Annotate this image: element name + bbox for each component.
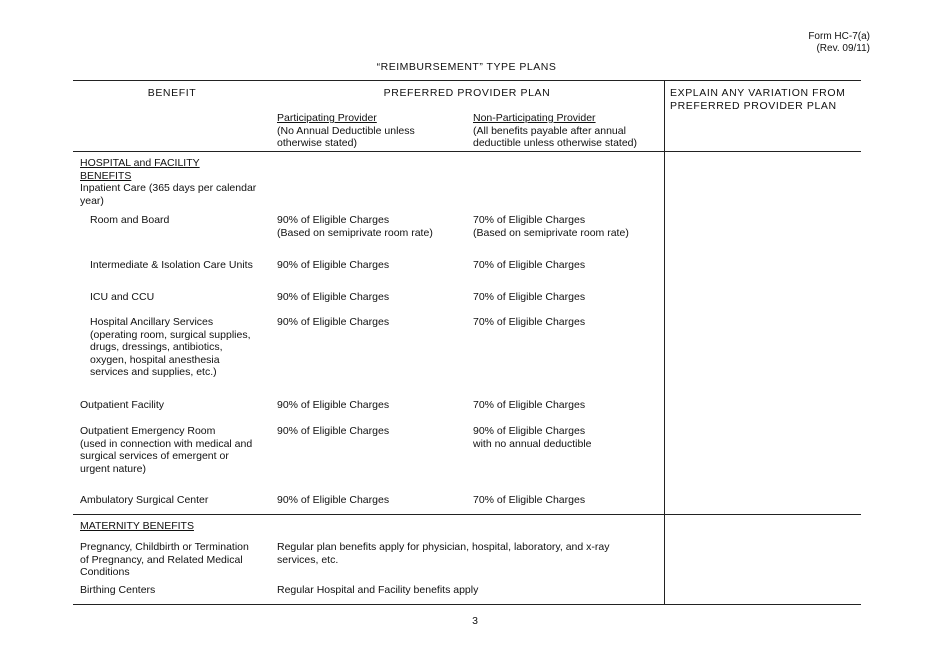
outpatient-emergency-room-label-line: (used in connection with medical and [80, 437, 253, 450]
ambulatory-surgical-center-nonparticipating [473, 494, 585, 507]
intermediate-isolation-care-nonparticipating [473, 259, 585, 272]
inpatient-line1: Inpatient Care (365 days per calendar [80, 182, 257, 194]
outpatient-emergency-room-label [80, 425, 252, 475]
header-explain-variation [670, 87, 845, 112]
hospital-ancillary-services-label-line: drugs, dressings, antibiotics, [90, 341, 223, 353]
header-benefit: BENEFIT [147, 87, 197, 99]
intermediate-isolation-care-participating-line: 90% of Eligible Charges [277, 259, 390, 271]
birthing-centers-value: Regular Hospital and Facility benefits apply [277, 584, 479, 596]
header-preferred-provider-plan: PREFERRED PROVIDER PLAN [383, 87, 551, 99]
header-explain-line1: EXPLAIN ANY VARIATION FROM [670, 87, 846, 99]
table-top-rule [73, 80, 861, 81]
intermediate-isolation-care-label [90, 259, 253, 272]
hospital-ancillary-services-label [90, 316, 251, 379]
room-and-board-participating [277, 214, 433, 239]
pregnancy-label-line3: Conditions [80, 566, 130, 578]
outpatient-emergency-room-label-line: surgical services of emergent or [80, 450, 229, 462]
icu-ccu-participating-line: 90% of Eligible Charges [277, 291, 390, 303]
ambulatory-surgical-center-label-line: Ambulatory Surgical Center [80, 494, 209, 506]
maternity-section-heading: MATERNITY BENEFITS [80, 520, 194, 532]
pregnancy-label-line1: Pregnancy, Childbirth or Termination [80, 541, 249, 553]
participating-note-line2: otherwise stated) [277, 137, 357, 149]
outpatient-facility-participating [277, 399, 389, 412]
table-bottom-rule [73, 604, 861, 605]
icu-ccu-nonparticipating [473, 291, 585, 304]
form-revision: (Rev. 09/11) [816, 43, 870, 54]
outpatient-facility-label-line: Outpatient Facility [80, 399, 165, 411]
ambulatory-surgical-center-label [80, 494, 208, 507]
icu-ccu-participating [277, 291, 389, 304]
outpatient-emergency-room-participating-line: 90% of Eligible Charges [277, 425, 390, 437]
hospital-section-line2: BENEFITS [80, 169, 132, 182]
nonparticipating-note-line1: (All benefits payable after annual [473, 124, 626, 137]
hospital-ancillary-services-nonparticipating-line: 70% of Eligible Charges [473, 316, 586, 328]
outpatient-emergency-room-participating [277, 425, 389, 438]
outpatient-emergency-room-label-line: Outpatient Emergency Room [80, 425, 216, 437]
room-and-board-participating-line: 90% of Eligible Charges [277, 214, 390, 226]
page-number: 3 [472, 615, 478, 627]
page-title: “REIMBURSEMENT” TYPE PLANS [376, 61, 557, 73]
hospital-ancillary-services-participating-line: 90% of Eligible Charges [277, 316, 390, 328]
form-identifier [808, 31, 870, 55]
outpatient-emergency-room-label-line: urgent nature) [80, 462, 146, 475]
nonparticipating-title: Non-Participating Provider [473, 112, 596, 124]
pregnancy-label [80, 541, 249, 579]
pregnancy-value-line2: services, etc. [277, 553, 339, 566]
pregnancy-label-line2: of Pregnancy, and Related Medical [80, 553, 243, 566]
room-and-board-label [90, 214, 169, 227]
pregnancy-value-line1: Regular plan benefits apply for physician, hospital, laboratory, and x-ray [277, 541, 610, 553]
form-id: Form HC-7(a) [808, 31, 870, 42]
outpatient-facility-nonparticipating-line: 70% of Eligible Charges [473, 399, 586, 411]
participating-note-line1: (No Annual Deductible unless [277, 124, 415, 137]
room-and-board-label-line: Room and Board [90, 214, 170, 226]
hospital-ancillary-services-nonparticipating [473, 316, 585, 329]
participating-title: Participating Provider [277, 112, 377, 124]
hospital-section-line1: HOSPITAL and FACILITY [80, 157, 200, 169]
outpatient-facility-participating-line: 90% of Eligible Charges [277, 399, 390, 411]
hospital-ancillary-services-participating [277, 316, 389, 329]
hospital-ancillary-services-label-line: services and supplies, etc.) [90, 366, 217, 378]
room-and-board-participating-line: (Based on semiprivate room rate) [277, 226, 433, 239]
ambulatory-surgical-center-participating [277, 494, 389, 507]
explain-column-divider [664, 80, 665, 604]
hospital-section-heading [80, 157, 256, 207]
ambulatory-surgical-center-participating-line: 90% of Eligible Charges [277, 494, 390, 506]
icu-ccu-label-line: ICU and CCU [90, 291, 155, 303]
header-explain-line2: PREFERRED PROVIDER PLAN [670, 99, 837, 112]
birthing-centers-label: Birthing Centers [80, 584, 156, 596]
room-and-board-nonparticipating-line: (Based on semiprivate room rate) [473, 226, 629, 239]
intermediate-isolation-care-nonparticipating-line: 70% of Eligible Charges [473, 259, 586, 271]
outpatient-emergency-room-nonparticipating [473, 425, 592, 450]
hospital-ancillary-services-label-line: (operating room, surgical supplies, [90, 328, 251, 341]
nonparticipating-note-line2: deductible unless otherwise stated) [473, 137, 638, 149]
icu-ccu-nonparticipating-line: 70% of Eligible Charges [473, 291, 586, 303]
room-and-board-nonparticipating [473, 214, 629, 239]
hospital-ancillary-services-label-line: Hospital Ancillary Services [90, 316, 214, 328]
header-nonparticipating-provider [473, 112, 637, 150]
pregnancy-value [277, 541, 610, 566]
outpatient-facility-label [80, 399, 164, 412]
header-bottom-rule [73, 151, 861, 152]
intermediate-isolation-care-participating [277, 259, 389, 272]
outpatient-emergency-room-nonparticipating-line: with no annual deductible [473, 437, 592, 450]
outpatient-emergency-room-nonparticipating-line: 90% of Eligible Charges [473, 425, 586, 437]
outpatient-facility-nonparticipating [473, 399, 585, 412]
intermediate-isolation-care-label-line: Intermediate & Isolation Care Units [90, 259, 253, 271]
hospital-ancillary-services-label-line: oxygen, hospital anesthesia [90, 353, 220, 366]
inpatient-line2: year) [80, 194, 104, 207]
hospital-section-rule [73, 514, 861, 515]
header-participating-provider [277, 112, 415, 150]
ambulatory-surgical-center-nonparticipating-line: 70% of Eligible Charges [473, 494, 586, 506]
room-and-board-nonparticipating-line: 70% of Eligible Charges [473, 214, 586, 226]
icu-ccu-label [90, 291, 154, 304]
